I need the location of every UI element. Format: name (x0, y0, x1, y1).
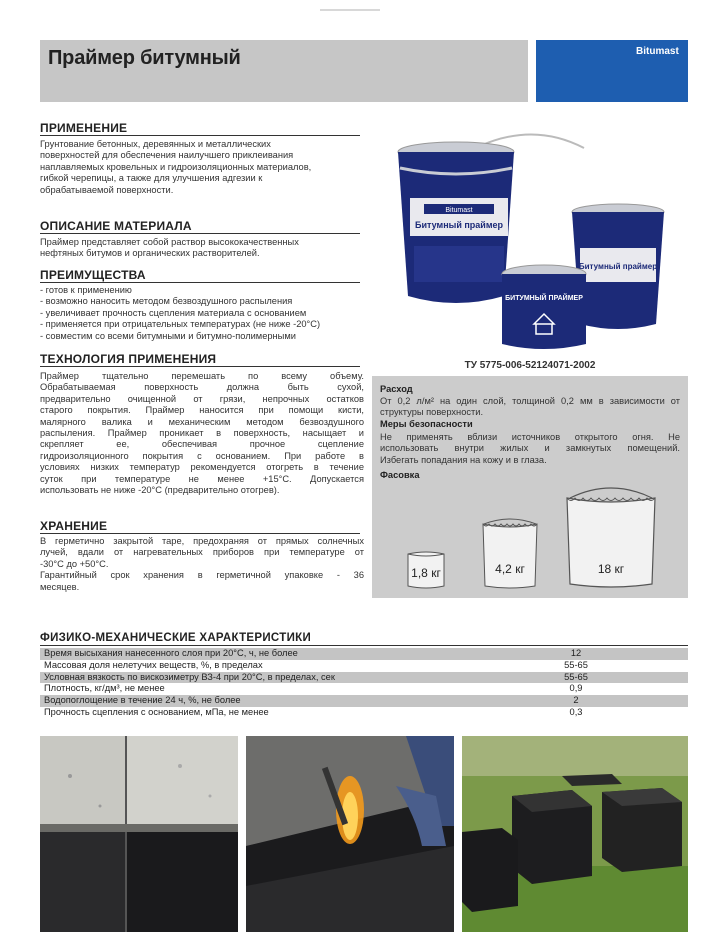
text-line: От 0,2 л/м² на один слой, толщиной 0,2 мм в зависимости от (380, 396, 680, 406)
text-line: Грунтование бетонных, деревянных и металлических (40, 139, 271, 149)
technology-rule (40, 366, 360, 367)
table-row (40, 695, 688, 707)
text-line: месяцев. (40, 581, 80, 592)
consumption-text (380, 396, 680, 419)
specs-table (40, 648, 688, 719)
text-line: скрепляет ее, обеспечивая прочное сцепление (40, 439, 364, 450)
list-item: - совместим со всеми битумными и битумно-полимерными (40, 330, 296, 341)
advantages-list (40, 285, 364, 342)
application-heading: ПРИМЕНЕНИЕ (40, 121, 128, 135)
table-row (40, 648, 688, 660)
coated-foundation-blocks-photo (462, 736, 688, 932)
consumption-label: Расход (380, 384, 413, 394)
spec-value: 55-65 (564, 671, 588, 682)
list-item: - готов к применению (40, 285, 132, 295)
list-item: - применяется при отрицательных температурах (не ниже -20°С) (40, 319, 321, 330)
text-line: использовать внутри жилых и замкнутых помещений. (380, 443, 680, 454)
can-product-name: БИТУМНЫЙ ПРАЙМЕР (505, 295, 583, 302)
text-line: суток при температуре не менее +15°С. Допускается (40, 473, 364, 484)
small-can (502, 265, 586, 349)
text-line: структуры поверхности. (380, 407, 484, 418)
specs-rule (40, 645, 688, 646)
text-line: наплавляемых кровельных и гидроизоляционных материалов, (40, 161, 312, 172)
text-line: Гарантийный срок хранения в герметичной упаковке - 36 (40, 570, 364, 581)
list-item: - увеличивает прочность сцепления материала с основанием (40, 307, 307, 318)
torch-application-photo (246, 736, 454, 932)
text-line: Обрабатываемая поверхность должна быть сухой, (40, 382, 364, 393)
package-large-label: 18 кг (597, 562, 625, 576)
specs-title: ФИЗИКО-МЕХАНИЧЕСКИЕ ХАРАКТЕРИСТИКИ (40, 632, 312, 644)
safety-label: Меры безопасности (380, 419, 473, 429)
text-line: предварительно очищенной от грязи, непрочных остатков (40, 393, 364, 404)
text-line: обрабатываемой поверхности. (40, 184, 174, 195)
storage-text (40, 536, 364, 593)
text-line: использовать не ниже -20°С (предварительно отогрев). (40, 485, 280, 496)
text-line: -30°С до +50°С. (40, 558, 109, 569)
application-text (40, 139, 364, 196)
text-line: лучей, вдали от нагревательных приборов при температуре от (40, 547, 364, 558)
table-row (40, 672, 688, 684)
title-bar (40, 40, 528, 102)
standard-code: ТУ 5775-006-52124071-2002 (464, 360, 596, 371)
description-heading: ОПИСАНИЕ МАТЕРИАЛА (40, 219, 192, 233)
spec-value: 0,3 (569, 706, 583, 717)
description-text (40, 237, 364, 260)
brand-name: Bitumast (636, 46, 679, 57)
primed-surface-photo (40, 736, 238, 932)
bucket-brand: Bitumast (445, 207, 473, 214)
bucket-product-name: Битумный праймер (415, 220, 503, 230)
technology-heading: ТЕХНОЛОГИЯ ПРИМЕНЕНИЯ (40, 352, 217, 366)
storage-rule (40, 533, 360, 534)
text-line: Праймер представляет собой раствор высококачественных (40, 237, 299, 247)
text-line: старого покрытия. Праймер наносится при помощи кисти, (40, 405, 364, 416)
table-row (40, 707, 688, 719)
text-line: Праймер тщательно перемешать по всему объему. (40, 371, 364, 381)
spec-param: Массовая доля нелетучих веществ, %, в пределах (44, 659, 263, 670)
spec-value: 55-65 (564, 659, 588, 670)
text-line: нефтяных битумов и органических растворителей. (40, 248, 260, 259)
application-rule (40, 135, 360, 136)
spec-param: Водопоглощение в течение 24 ч, %, не более (44, 695, 241, 706)
package-small-label: 1,8 кг (411, 566, 441, 580)
spec-value: 12 (570, 648, 582, 658)
packaging-label: Фасовка (380, 470, 420, 480)
spec-param: Прочность сцепления с основанием, мПа, не менее (44, 706, 269, 717)
product-buckets-image (384, 128, 688, 356)
text-line: Избегать попадания на кожу и в глаза. (380, 454, 547, 465)
advantages-heading: ПРЕИМУЩЕСТВА (40, 268, 146, 282)
text-line: гибкой черепицы, а также для улучшения адгезии к (40, 173, 263, 184)
package-medium (480, 510, 540, 590)
page-title: Праймер битумный (48, 47, 241, 69)
table-row (40, 660, 688, 672)
spec-value: 0,9 (569, 683, 583, 694)
top-divider (320, 9, 380, 11)
medium-package-icon (480, 510, 540, 590)
package-large (562, 476, 660, 590)
text-line: Не применять вблизи источников открытого огня. Не (380, 432, 680, 442)
spec-param: Условная вязкость по вискозиметру ВЗ-4 при 20°С, в пределах, сек (44, 671, 335, 682)
description-rule (40, 233, 360, 234)
advantages-rule (40, 282, 360, 283)
medium-bucket-name: Битумный праймер (578, 262, 658, 271)
table-row (40, 683, 688, 695)
package-medium-label: 4,2 кг (495, 562, 525, 576)
safety-text (380, 432, 680, 466)
spec-value: 2 (573, 695, 579, 706)
text-line: распыления. Праймер проникает в поверхность, насыщает и (40, 428, 364, 439)
info-box (372, 376, 688, 598)
brand-box (536, 40, 688, 102)
technology-text (40, 371, 364, 496)
text-line: малярного валика и механическим методом безвоздушного (40, 416, 364, 427)
text-line: гидроизоляционного покрытия с основанием. При работе в (40, 450, 364, 461)
spec-param: Время высыхания нанесенного слоя при 20°С, ч, не более (44, 648, 298, 658)
package-small (404, 550, 448, 590)
spec-param: Плотность, кг/дм³, не менее (44, 683, 165, 694)
text-line: условиях низких температур рекомендуется отогреть в течение (40, 462, 364, 473)
text-line: поверхностей для обеспечения наилучшего приклеивания (40, 150, 294, 161)
storage-heading: ХРАНЕНИЕ (40, 519, 108, 533)
text-line: В герметично закрытой таре, предохраняя от прямых солнечных (40, 536, 364, 546)
list-item: - возможно наносить методом безвоздушного распыления (40, 296, 293, 307)
